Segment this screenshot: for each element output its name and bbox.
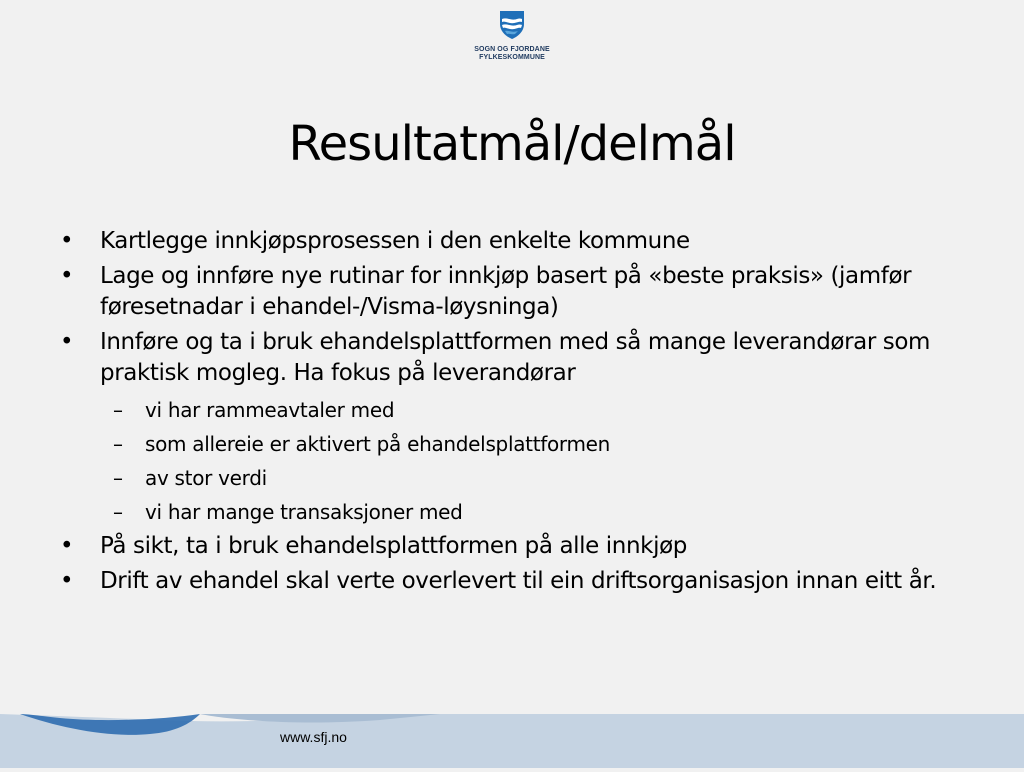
sub-bullet-text: vi har mange transaksjoner med — [145, 500, 463, 524]
dash-marker: – — [113, 432, 123, 456]
bullet-text: På sikt, ta i bruk ehandelsplattformen på alle innkjøp — [100, 533, 687, 559]
bullet-item — [58, 226, 978, 257]
footer-url: www.sfj.no — [280, 729, 347, 745]
dash-marker: – — [113, 466, 123, 490]
logo-line-2: FYLKESKOMMUNE — [479, 54, 545, 61]
bullet-text: Lage og innføre nye rutinar for innkjøp basert på «beste praksis» (jamfør føresetnadar i ehandel-/Visma-løysninga) — [100, 263, 912, 320]
sub-bullet-text: vi har rammeavtaler med — [145, 398, 395, 422]
bullet-item — [58, 327, 978, 389]
bullet-marker: • — [60, 228, 74, 254]
sub-bullet-item — [58, 427, 978, 461]
logo-line-1: SOGN OG FJORDANE — [474, 46, 550, 53]
footer-wave-band — [0, 708, 1024, 768]
sub-bullet-group — [58, 393, 978, 529]
organization-logo — [462, 10, 562, 70]
bullet-marker: • — [60, 533, 74, 559]
sub-bullet-item — [58, 495, 978, 529]
bullet-text: Kartlegge innkjøpsprosessen i den enkelte kommune — [100, 228, 690, 254]
dash-marker: – — [113, 500, 123, 524]
slide-title: Resultatmål/delmål — [288, 116, 736, 172]
sub-bullet-list — [58, 393, 978, 529]
bullet-marker: • — [60, 263, 74, 289]
sub-bullet-text: av stor verdi — [145, 466, 267, 490]
shield-icon — [462, 10, 562, 40]
bullet-list — [58, 226, 978, 601]
sub-bullet-item — [58, 461, 978, 495]
bullet-marker: • — [60, 568, 74, 594]
sub-bullet-text: som allereie er aktivert på ehandelsplattformen — [145, 432, 611, 456]
dash-marker: – — [113, 398, 123, 422]
bullet-item — [58, 261, 978, 323]
bullet-text: Drift av ehandel skal verte overlevert til ein driftsorganisasjon innan eitt år. — [100, 568, 937, 594]
sub-bullet-item — [58, 393, 978, 427]
bullet-text: Innføre og ta i bruk ehandelsplattformen med så mange leverandørar som praktisk mogleg. Ha fokus på leverandørar — [100, 329, 931, 386]
bullet-item — [58, 566, 978, 597]
bullet-marker: • — [60, 329, 74, 355]
bullet-item — [58, 531, 978, 562]
